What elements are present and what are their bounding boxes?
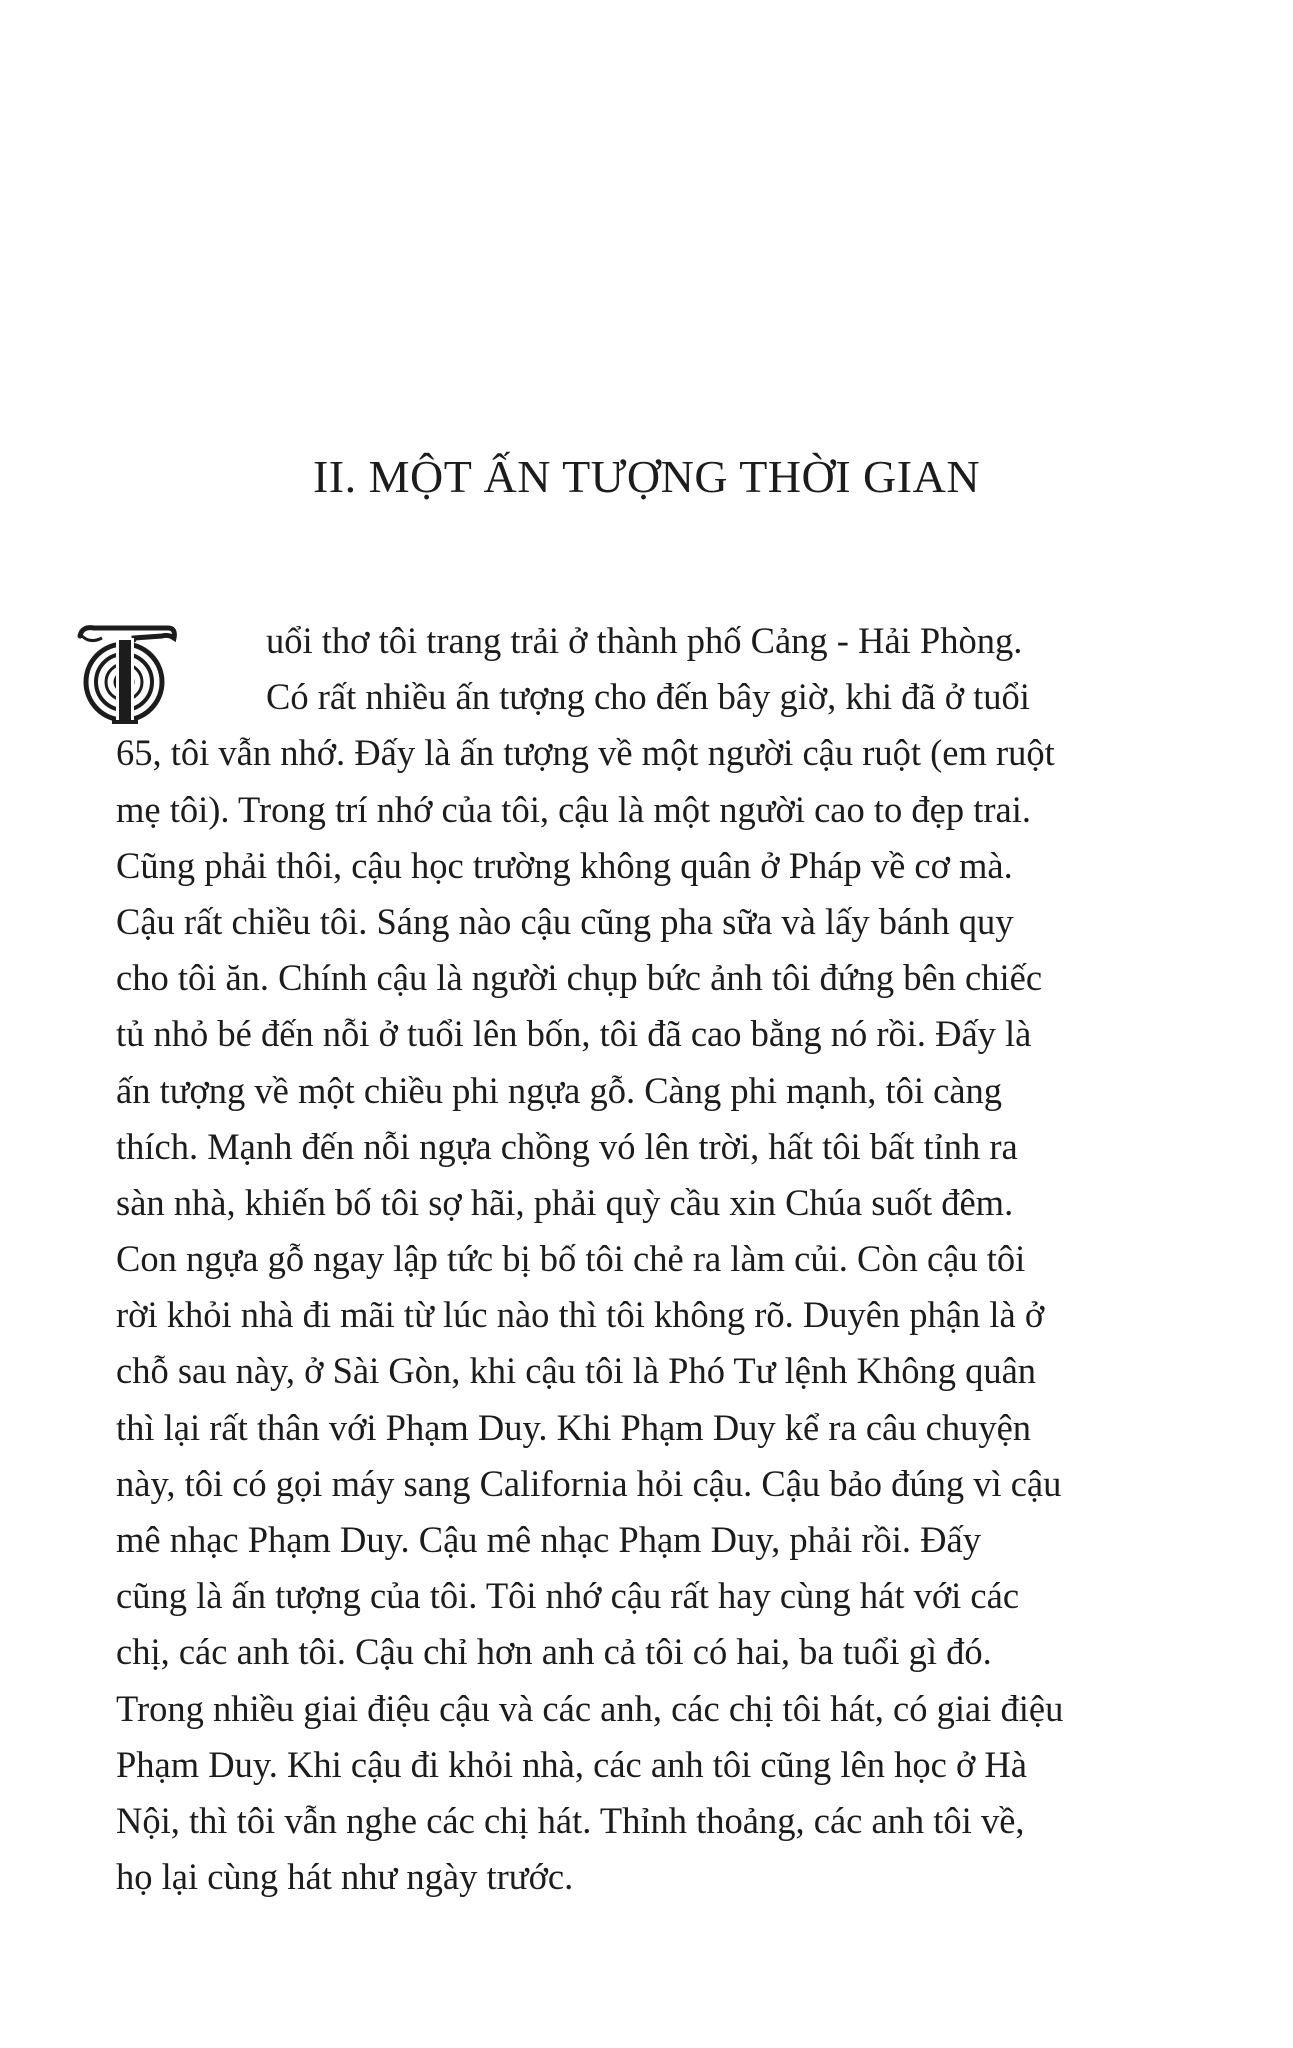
- text-line: chỗ sau này, ở Sài Gòn, khi cậu tôi là Phó Tư lệnh Không quân: [116, 1350, 1037, 1392]
- text-line: chị, các anh tôi. Cậu chỉ hơn anh cả tôi có hai, ba tuổi gì đó.: [116, 1631, 992, 1673]
- text-line: Nội, thì tôi vẫn nghe các chị hát. Thỉnh thoảng, các anh tôi về,: [116, 1799, 1025, 1841]
- text-line: thì lại rất thân với Phạm Duy. Khi Phạm Duy kể ra câu chuyện: [116, 1406, 1032, 1448]
- text-line: Trong nhiều giai điệu cậu và các anh, các chị tôi hát, có giai điệu: [116, 1687, 1064, 1729]
- text-line: 65, tôi vẫn nhớ. Đấy là ấn tượng về một người cậu ruột (em ruột: [116, 732, 1055, 774]
- text-line: tủ nhỏ bé đến nỗi ở tuổi lên bốn, tôi đã cao bằng nó rồi. Đấy là: [116, 1013, 1032, 1055]
- text-line: cũng là ấn tượng của tôi. Tôi nhớ cậu rất hay cùng hát với các: [116, 1575, 1020, 1617]
- text-line: cho tôi ăn. Chính cậu là người chụp bức ảnh tôi đứng bên chiếc: [116, 957, 1043, 999]
- text-line: thích. Mạnh đến nỗi ngựa chồng vó lên trời, hất tôi bất tỉnh ra: [116, 1125, 1018, 1167]
- text-line: này, tôi có gọi máy sang California hỏi cậu. Cậu bảo đúng vì cậu: [116, 1462, 1062, 1504]
- text-line: uổi thơ tôi trang trải ở thành phố Cảng - Hải Phòng.: [266, 620, 1023, 661]
- text-line: Con ngựa gỗ ngay lập tức bị bố tôi chẻ ra làm củi. Còn cậu tôi: [116, 1238, 1026, 1280]
- body-paragraph: [116, 613, 1116, 1905]
- text-line: Có rất nhiều ấn tượng cho đến bây giờ, khi đã ở tuổi: [266, 676, 1030, 718]
- text-line: rời khỏi nhà đi mãi từ lúc nào thì tôi không rõ. Duyên phận là ở: [116, 1294, 1045, 1336]
- text-line: Phạm Duy. Khi cậu đi khỏi nhà, các anh tôi cũng lên học ở Hà: [116, 1743, 1027, 1785]
- text-line: ấn tượng về một chiều phi ngựa gỗ. Càng phi mạnh, tôi càng: [116, 1069, 1003, 1111]
- text-line: Cậu rất chiều tôi. Sáng nào cậu cũng pha sữa và lấy bánh quy: [116, 900, 1014, 942]
- text-line: mê nhạc Phạm Duy. Cậu mê nhạc Phạm Duy, phải rồi. Đấy: [116, 1519, 981, 1560]
- chapter-title: II. MỘT ẤN TƯỢNG THỜI GIAN: [312, 451, 981, 502]
- drop-cap-letter: T: [121, 710, 129, 721]
- text-line: sàn nhà, khiến bố tôi sợ hãi, phải quỳ cầu xin Chúa suốt đêm.: [116, 1181, 1014, 1223]
- text-line: Cũng phải thôi, cậu học trường không quân ở Pháp về cơ mà.: [116, 844, 1013, 886]
- text-line: họ lại cùng hát như ngày trước.: [116, 1856, 574, 1898]
- text-line: mẹ tôi). Trong trí nhớ của tôi, cậu là một người cao to đẹp trai.: [116, 788, 1031, 830]
